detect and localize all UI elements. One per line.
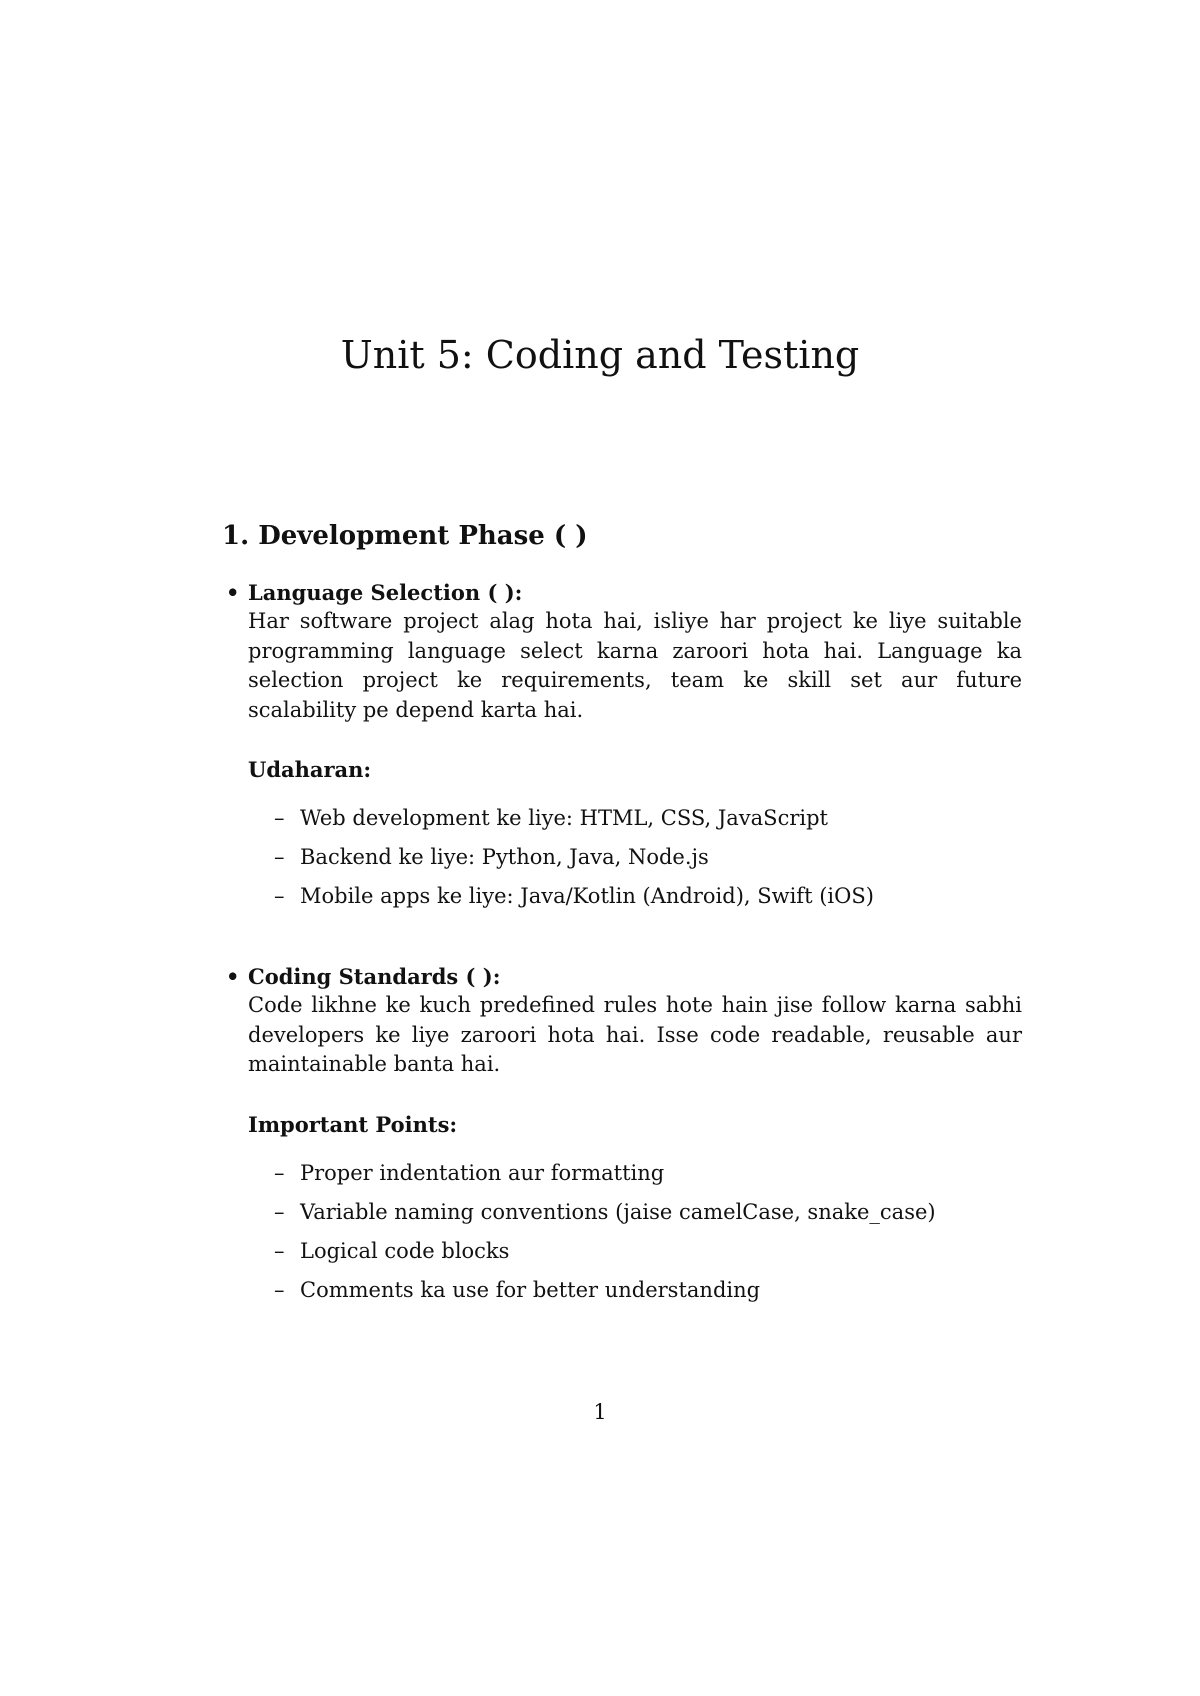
dash-icon: – [274,884,285,908]
list-item [274,1198,1022,1227]
topic-heading-text: Coding Standards ( ): [248,964,501,989]
list-item [274,1237,1022,1266]
topic-coding-standards [222,962,1022,1315]
topic-body: Code likhne ke kuch predefined rules hote hain jise follow karna sabhi developers ke liye zaroori hota hai. Isse code readable, reusable aur maintainable banta hai. [248,993,1022,1076]
list-item [274,1276,1022,1305]
dash-icon: – [274,1238,285,1263]
dash-icon: – [274,1277,285,1302]
list-item-text: Proper indentation aur formatting [300,1160,665,1185]
section-heading: 1. Development Phase ( ) [222,521,588,551]
sub-heading-udaharan: Udaharan: [248,757,372,782]
list-item [274,804,1022,833]
dash-icon: – [274,1160,285,1185]
topic-heading [222,962,1022,991]
topic-heading [222,578,1022,607]
list-item-text: Comments ka use for better understanding [300,1277,761,1302]
list-item-text: Web development ke liye: HTML, CSS, JavaScript [300,806,828,830]
page-number: 1 [593,1400,607,1424]
sub-heading-important-points: Important Points: [248,1111,458,1137]
example-list [222,804,1022,911]
list-item [274,843,1022,872]
topic-heading-text: Language Selection ( ): [248,580,523,605]
topic-language-selection [222,578,1022,921]
bullet-icon: • [226,580,240,605]
points-list [222,1159,1022,1305]
dash-icon: – [274,845,285,869]
document-title: Unit 5: Coding and Testing [340,333,860,377]
list-item-text: Variable naming conventions (jaise camelCase, snake_case) [300,1199,936,1224]
list-item [274,1159,1022,1188]
dash-icon: – [274,806,285,830]
dash-icon: – [274,1199,285,1224]
list-item [274,882,1022,911]
list-item-text: Mobile apps ke liye: Java/Kotlin (Android), Swift (iOS) [300,884,874,908]
list-item-text: Backend ke liye: Python, Java, Node.js [300,845,709,869]
topic-body: Har software project alag hota hai, isliye har project ke liye suitable programming language select karna zaroori hota hai. Language ka selection project ke requirements, team ke skill set aur future scalability pe depend karta hai. [248,609,1022,722]
bullet-icon: • [226,964,240,989]
list-item-text: Logical code blocks [300,1238,510,1263]
